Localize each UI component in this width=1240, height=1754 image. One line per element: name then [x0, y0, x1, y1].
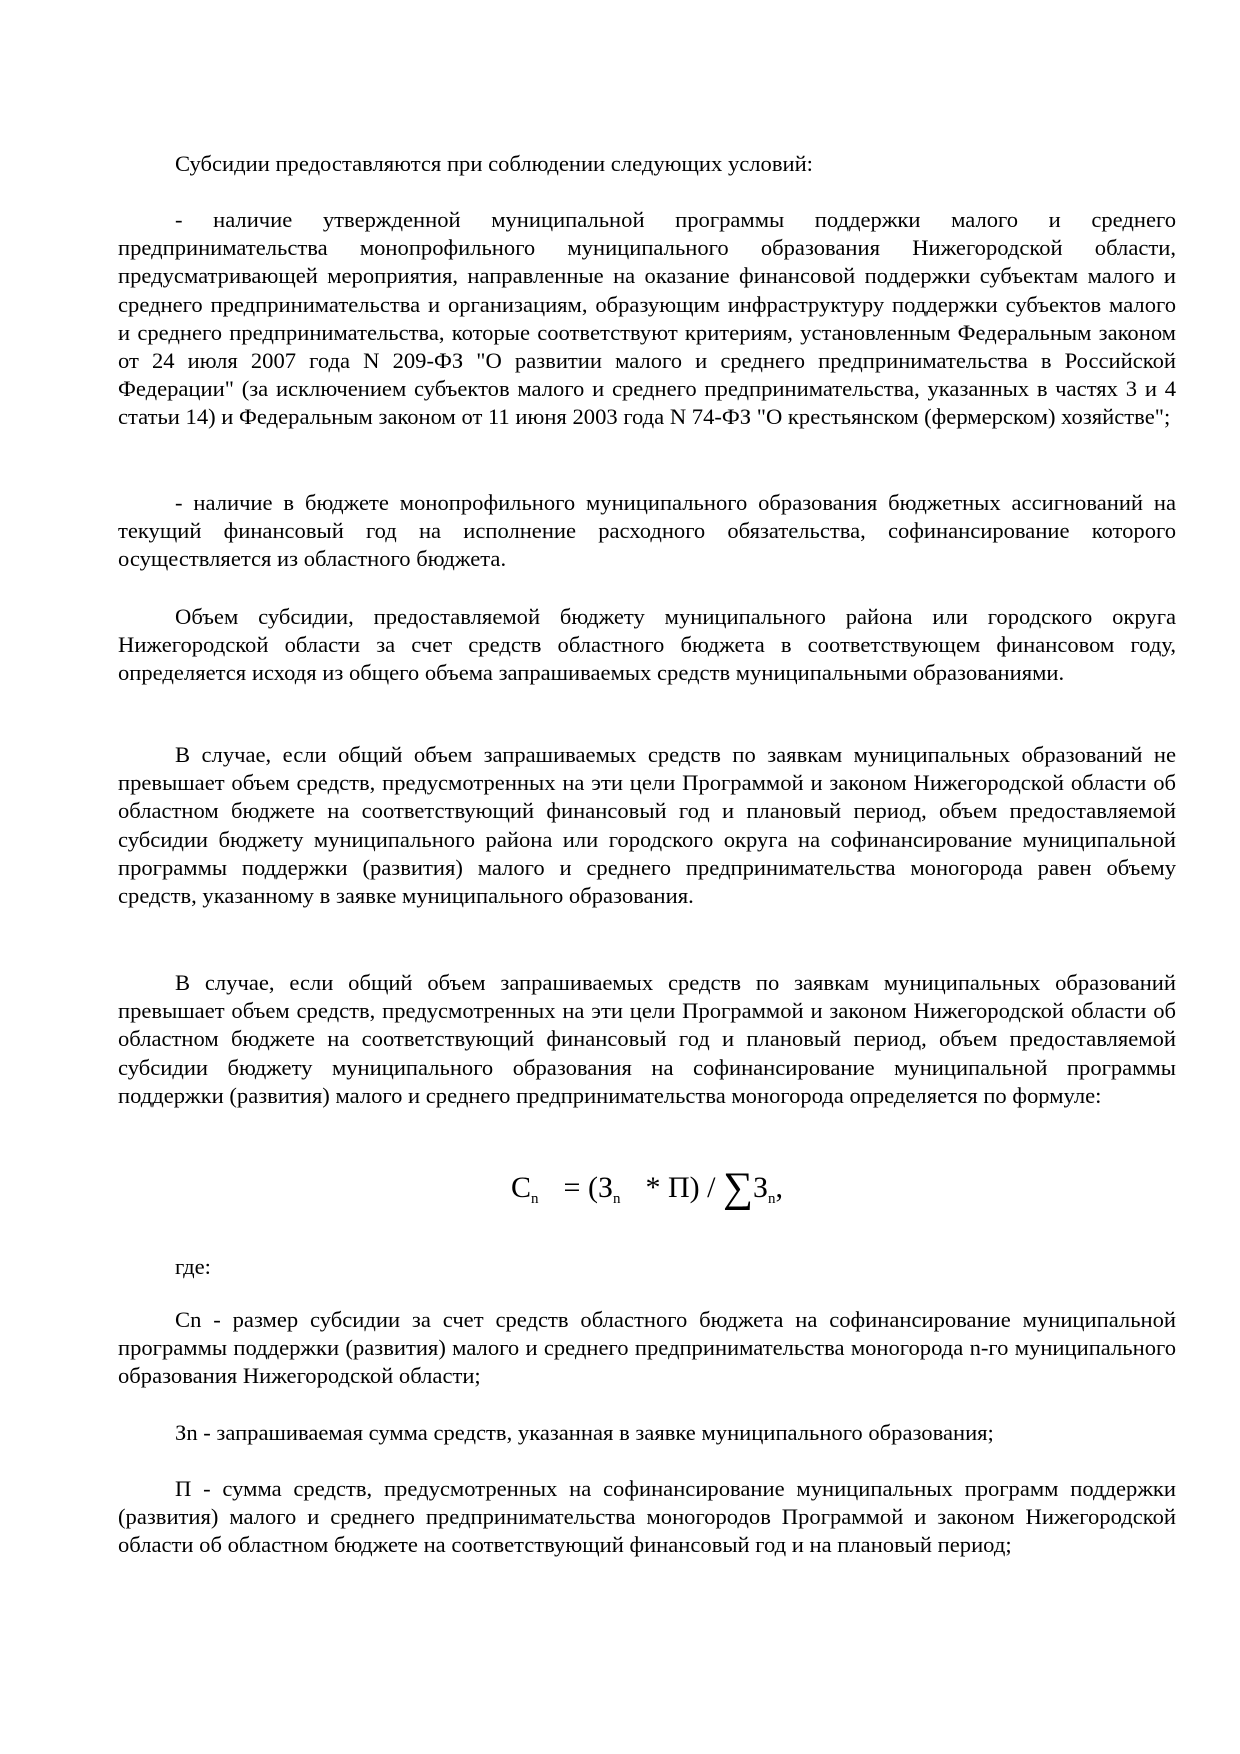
definition-cn: Cn - размер субсидии за счет средств областного бюджета на софинансирование муниципальной программы поддержки (развития) малого и среднего предпринимательства моногорода n-го муниципального образования Нижегородской области;	[118, 1307, 1176, 1389]
formula-z2: З	[752, 1171, 768, 1204]
condition-1-paragraph: - наличие утвержденной муниципальной программы поддержки малого и среднего предпринимательства монопрофильного муниципального образования Нижегородской области, предусматривающей мероприятия, направленные на оказание финансовой поддержки субъектам малого и среднего предпринимательства и организациям, образующим инфраструктуру поддержки субъектов малого и среднего предпринимательства, которые соответствуют критериям, установленным Федеральным законом от 24 июля 2007 года N 209-ФЗ "О развитии малого и среднего предпринимательства в Российской Федерации" (за исключением субъектов малого и среднего предпринимательства, указанных в частях 3 и 4 статьи 14) и Федеральным законом от 11 июня 2003 года N 74-ФЗ "О крестьянском (фермерском) хозяйстве";	[118, 207, 1176, 430]
where-label: где:	[175, 1254, 211, 1279]
formula-eq: = (	[563, 1171, 598, 1204]
formula-lhs: C	[511, 1171, 532, 1204]
case-exceeds-paragraph: В случае, если общий объем запрашиваемых средств по заявкам муниципальных образований превышает объем средств, предусмотренных на эти цели Программой и законом Нижегородской области об областном бюджете на соответствующий финансовый год и плановый период, объем предоставляемой субсидии бюджету муниципального образования на софинансирование муниципальной программы поддержки (развития) малого и среднего предпринимательства моногорода определяется по формуле:	[118, 970, 1176, 1108]
formula-mult: * П) /	[645, 1171, 716, 1204]
formula-z2-sub: n	[767, 1191, 776, 1207]
formula-z: З	[597, 1171, 613, 1204]
condition-2-paragraph: - наличие в бюджете монопрофильного муниципального образования бюджетных ассигнований на текущий финансовый год на исполнение расходного обязательства, софинансирование которого осуществляется из областного бюджета.	[118, 490, 1176, 572]
formula-lhs-sub: n	[531, 1191, 539, 1207]
definition-zn: Зn - запрашиваемая сумма средств, указанная в заявке муниципального образования;	[175, 1420, 994, 1445]
case-not-exceeds-paragraph: В случае, если общий объем запрашиваемых средств по заявкам муниципальных образований не превышает объем средств, предусмотренных на эти цели Программой и законом Нижегородской области об областном бюджете на соответствующий финансовый год и плановый период, объем предоставляемой субсидии бюджету муниципального района или городского округа на софинансирование муниципальной программы поддержки (развития) малого и среднего предпринимательства моногорода равен объему средств, указанному в заявке муниципального образования.	[118, 742, 1176, 909]
volume-paragraph: Объем субсидии, предоставляемой бюджету муниципального района или городского округа Нижегородской области за счет средств областного бюджета в соответствующем финансовом году, определяется исходя из общего объема запрашиваемых средств муниципальными образованиями.	[118, 604, 1176, 686]
definition-p: П - сумма средств, предусмотренных на софинансирование муниципальных программ поддержки (развития) малого и среднего предпринимательства моногородов Программой и законом Нижегородской области об областном бюджете на соответствующий финансовый год и на плановый период;	[118, 1476, 1176, 1558]
intro-paragraph: Субсидии предоставляются при соблюдении следующих условий:	[175, 151, 813, 176]
sigma-icon: ∑	[722, 1165, 753, 1211]
formula-tail: ,	[775, 1171, 783, 1204]
subsidy-formula	[118, 1165, 1176, 1219]
formula-z-sub: n	[612, 1191, 621, 1207]
